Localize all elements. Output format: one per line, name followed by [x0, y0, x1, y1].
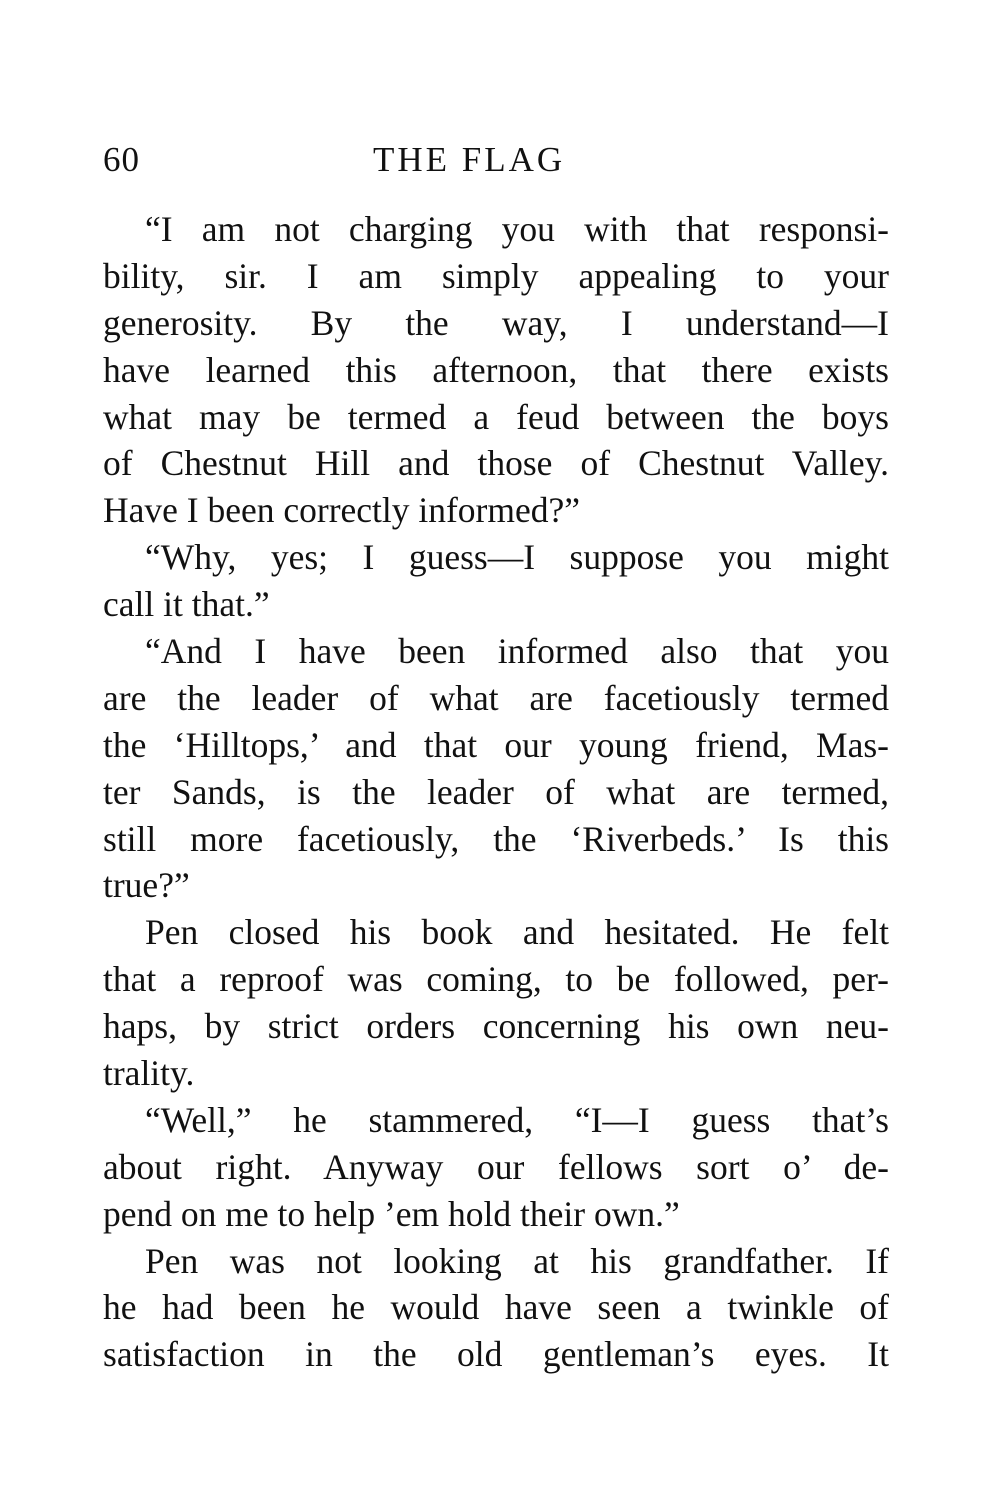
text-line: still more facetiously, the ‘Riverbeds.’ Is this	[103, 818, 889, 859]
text-line: Pen was not looking at his grandfather. If	[145, 1240, 889, 1281]
text-line: Pen closed his book and hesitated. He felt	[145, 912, 889, 953]
text-line: “And I have been informed also that you	[145, 631, 889, 672]
paragraph	[103, 1097, 889, 1238]
text-line: Have I been correctly informed?”	[103, 490, 581, 531]
text-line: about right. Anyway our fellows sort o’ de-	[103, 1146, 889, 1187]
paragraph	[103, 628, 889, 909]
paragraph	[103, 909, 889, 1097]
text-line: generosity. By the way, I understand—I	[103, 302, 889, 343]
text-line: of Chestnut Hill and those of Chestnut Valley.	[103, 443, 889, 484]
text-line: satisfaction in the old gentleman’s eyes. It	[103, 1334, 889, 1375]
text-line: pend on me to help ’em hold their own.”	[103, 1193, 680, 1234]
page-header	[103, 140, 889, 192]
text-line: haps, by strict orders concerning his own neu-	[103, 1006, 889, 1047]
text-line: have learned this afternoon, that there exists	[103, 349, 889, 390]
text-line: that a reproof was coming, to be followed, per-	[103, 959, 889, 1000]
text-line: bility, sir. I am simply appealing to your	[103, 255, 889, 296]
text-line: “I am not charging you with that responsi-	[145, 209, 889, 249]
text-line: ter Sands, is the leader of what are termed,	[103, 771, 889, 812]
text-line: “Well,” he stammered, “I—I guess that’s	[145, 1099, 889, 1140]
text-line: what may be termed a feud between the boys	[103, 396, 889, 437]
page-number: 60	[103, 140, 140, 179]
text-line: “Why, yes; I guess—I suppose you might	[145, 537, 889, 578]
running-head: THE FLAG	[373, 140, 566, 179]
text-line: he had been he would have seen a twinkle of	[103, 1287, 889, 1328]
text-line: trality.	[103, 1053, 195, 1094]
text-line: true?”	[103, 865, 190, 906]
paragraph	[103, 534, 889, 628]
text-line: are the leader of what are facetiously termed	[103, 677, 889, 718]
text-line: call it that.”	[103, 584, 270, 625]
text-line: the ‘Hilltops,’ and that our young friend, Mas-	[103, 724, 889, 765]
paragraph	[103, 1238, 889, 1379]
body-text	[103, 206, 889, 1378]
paragraph	[103, 206, 889, 534]
book-page	[103, 140, 889, 1378]
